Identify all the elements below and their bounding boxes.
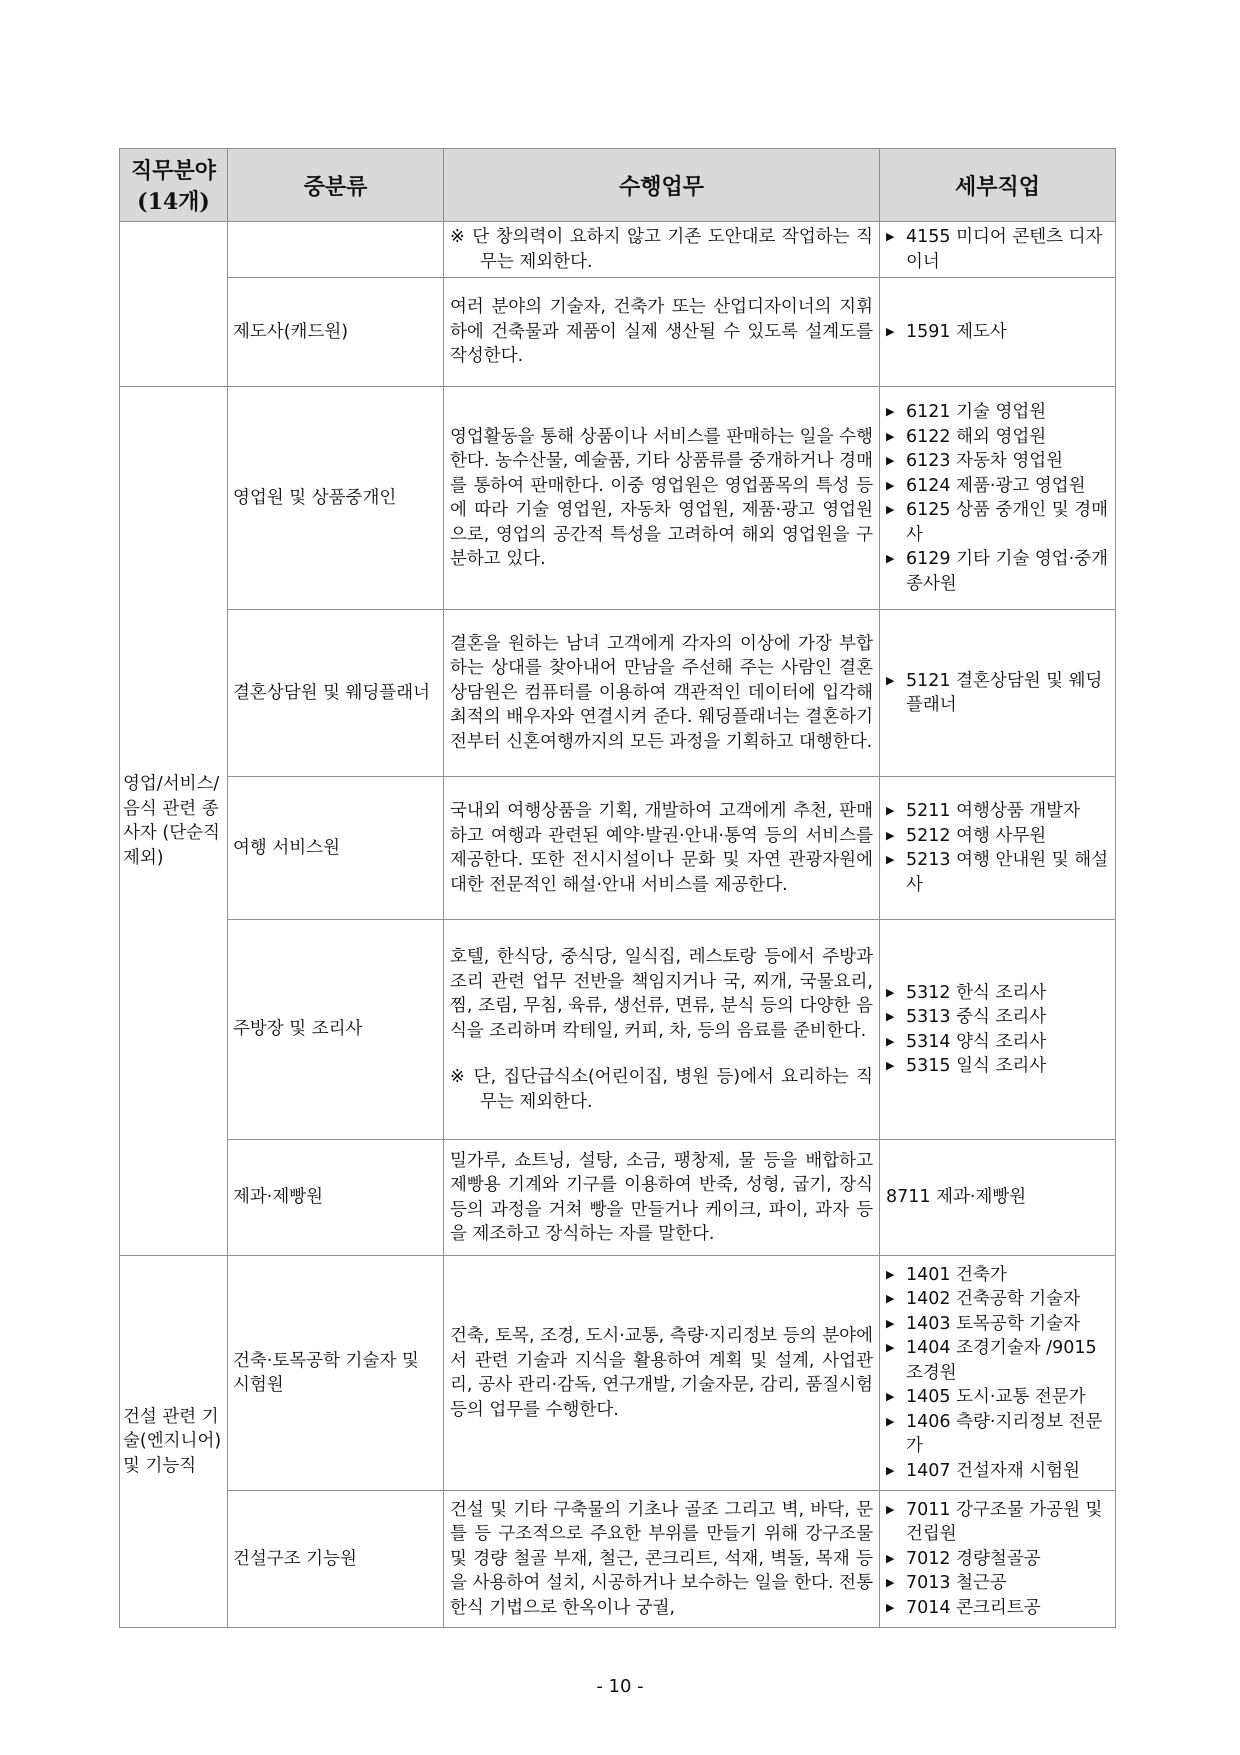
header-jobs: 세부직업 [880, 149, 1116, 222]
job-item: ▶ 1403 토목공학 기술자 [886, 1312, 1109, 1337]
duties-text: 영업활동을 통해 상품이나 서비스를 판매하는 일을 수행한다. 농수산물, 예술품, 기타 상품류를 중개하거나 경매를 통하여 판매한다. 이중 영업원은 영업품목의 특성 등에 따라 기술 영업원, 자동차 영업원, 제품·광고 영업원으로, 영업의 공간적 특성을 고려하여 해외 영업원을 구분하고 있다. [450, 426, 873, 569]
bullet-icon: ▶ [886, 503, 895, 516]
jobs-cell [880, 610, 1116, 777]
duties-text: 국내외 여행상품을 기획, 개발하여 고객에게 추천, 판매하고 여행과 관련된 예약·발권·안내·통역 등의 서비스를 제공한다. 또한 전시시설이나 문화 및 자연 관광자원에 대한 전문적인 해설·안내 서비스를 제공한다. [450, 801, 873, 895]
jobs-cell [880, 1140, 1116, 1256]
job-item: ▶ 1404 조경기술자 /9015 조경원 [886, 1338, 1097, 1383]
bullet-icon: ▶ [886, 1316, 895, 1330]
duties-text: 결혼을 원하는 남녀 고객에게 각자의 이상에 가장 부합하는 상대를 찾아내어 만남을 주선해 주는 사람인 결혼상담원은 컴퓨터를 이용하여 객관적인 데이터에 입각해 최적의 배우자와 연결시켜 준다. 웨딩플래너는 결혼하기 전부터 신혼여행까지의 모든 과정을 기획하고 대행한다. [450, 633, 873, 752]
table-row [120, 777, 1116, 920]
table-row [120, 1491, 1116, 1628]
header-duties: 수행업무 [444, 149, 880, 222]
jobs-cell [880, 387, 1116, 610]
job-item: ▶ 6121 기술 영업원 [886, 400, 1109, 425]
job-item: ▶ 1406 측량·지리정보 전문가 [886, 1411, 1103, 1457]
duties-cell [444, 1491, 880, 1628]
subcategory-cell: 건설구조 기능원 [228, 1491, 444, 1628]
duties-cell [444, 278, 880, 387]
duties-cell [444, 777, 880, 920]
jobs-cell [880, 1491, 1116, 1628]
bullet-icon: ▶ [886, 478, 895, 492]
table-row [120, 1256, 1116, 1491]
duties-text: 건축, 토목, 조경, 도시·교통, 측량·지리정보 등의 분야에서 관련 기술과 지식을 활용하여 계획 및 설계, 사업관리, 공사 관리·감독, 연구개발, 기술자문, 감리, 품질시험 등의 업무를 수행한다. [450, 1326, 873, 1420]
duties-text: 호텔, 한식당, 중식당, 일식집, 레스토랑 등에서 주방과 조리 관련 업무 전반을 책임지거나 국, 찌개, 국물요리, 찜, 조림, 무침, 육류, 생선류, 면류, 분식 등의 다양한 음식을 조리하며 칵테일, 커피, 차, 등의 음료를 준비한다. [450, 947, 873, 1041]
job-item: ▶ 4155 미디어 콘텐츠 디자이너 [886, 227, 1103, 272]
category-cell [120, 222, 228, 387]
header-category-line2: (14개) [137, 189, 210, 215]
duties-text: 여러 분야의 기술자, 건축가 또는 산업디자이너의 지휘하에 건축물과 제품이 실제 생산될 수 있도록 설계도를 작성한다. [450, 297, 873, 367]
job-item: ▶ 5211 여행상품 개발자 [886, 799, 1109, 824]
subcategory-cell: 영업원 및 상품중개인 [228, 387, 444, 610]
job-item: ▶ 1401 건축가 [886, 1263, 1109, 1288]
table-row [120, 222, 1116, 278]
subcategory-cell: 여행 서비스원 [228, 777, 444, 920]
duties-note: ※ 단, 집단급식소(어린이집, 병원 등)에서 요리하는 직무는 제외한다. [450, 1067, 873, 1112]
header-category [120, 149, 228, 222]
duties-cell [444, 387, 880, 610]
job-item: ▶ 1591 제도사 [886, 320, 1109, 345]
header-category-line1: 직무분야 [130, 158, 216, 184]
bullet-icon: ▶ [886, 1267, 895, 1281]
bullet-icon: ▶ [886, 1292, 895, 1306]
bullet-icon: ▶ [886, 1551, 895, 1565]
job-item: ▶ 7012 경량철골공 [886, 1547, 1109, 1572]
bullet-icon: ▶ [886, 1463, 895, 1477]
bullet-icon: ▶ [886, 1341, 895, 1355]
page-number: - 10 - [596, 1676, 644, 1697]
bullet-icon: ▶ [886, 230, 895, 243]
bullet-icon: ▶ [886, 1034, 895, 1048]
job-item: ▶ 5121 결혼상담원 및 웨딩플래너 [886, 670, 1103, 715]
job-item: ▶ 6123 자동차 영업원 [886, 449, 1109, 474]
duties-cell [444, 1256, 880, 1491]
job-item: ▶ 6129 기타 기술 영업·중개 종사원 [886, 549, 1109, 594]
jobs-cell [880, 920, 1116, 1140]
job-item: ▶ 6125 상품 중개인 및 경매사 [886, 500, 1109, 545]
job-item: ▶ 6124 제품·광고 영업원 [886, 474, 1109, 499]
table-row [120, 387, 1116, 610]
bullet-icon: ▶ [886, 552, 895, 565]
jobs-cell [880, 777, 1116, 920]
bullet-icon: ▶ [886, 1576, 895, 1590]
jobs-cell [880, 1256, 1116, 1491]
bullet-icon: ▶ [886, 1059, 895, 1072]
jobs-cell [880, 278, 1116, 387]
duties-note: ※ 단 창의력이 요하지 않고 기존 도안대로 작업하는 직무는 제외한다. [450, 227, 873, 272]
duties-text: 밀가루, 쇼트닝, 설탕, 소금, 팽창제, 물 등을 배합하고 제빵용 기계와 기구를 이용하여 반죽, 성형, 굽기, 장식 등의 과정을 거쳐 빵을 만들거나 케이크, 파이, 과자 등을 제조하고 장식하는 자를 말한다. [450, 1150, 873, 1244]
job-item: ▶ 7014 콘크리트공 [886, 1596, 1109, 1621]
duties-text: 건설 및 기타 구축물의 기초나 골조 그리고 벽, 바닥, 문틀 등 구조적으로 주요한 부위를 만들기 위해 강구조물 및 경량 철골 부재, 철근, 콘크리트, 석재, 벽돌, 목재 등을 사용하여 설치, 시공하거나 보수하는 일을 한다. 전통한식 기법으로 한옥이나 궁궐, [450, 1499, 873, 1618]
job-item: ▶ 5313 중식 조리사 [886, 1005, 1109, 1030]
job-item: ▶ 5314 양식 조리사 [886, 1030, 1109, 1055]
category-cell: 건설 관련 기술(엔지니어) 및 기능직 [120, 1256, 228, 1628]
job-item: ▶ 7011 강구조물 가공원 및 건립원 [886, 1499, 1103, 1545]
job-item: ▶ 5213 여행 안내원 및 해설사 [886, 850, 1109, 895]
bullet-icon: ▶ [886, 405, 895, 418]
bullet-icon: ▶ [886, 324, 895, 338]
table-row [120, 278, 1116, 387]
subcategory-cell: 건축·토목공학 기술자 및 시험원 [228, 1256, 444, 1491]
bullet-icon: ▶ [886, 1010, 895, 1023]
subcategory-cell: 제도사(캐드원) [228, 278, 444, 387]
header-row [120, 149, 1116, 222]
category-cell: 영업/서비스/음식 관련 종사자 (단순직 제외) [120, 387, 228, 1256]
job-item: ▶ 7013 철근공 [886, 1571, 1109, 1596]
duties-cell [444, 222, 880, 278]
bullet-icon: ▶ [886, 429, 895, 443]
job-item: ▶ 5312 한식 조리사 [886, 981, 1109, 1006]
table-row [120, 610, 1116, 777]
bullet-icon: ▶ [886, 1390, 895, 1404]
table-row [120, 920, 1116, 1140]
job-item: ▶ 1402 건축공학 기술자 [886, 1287, 1109, 1312]
duties-cell [444, 1140, 880, 1256]
bullet-icon: ▶ [886, 1600, 895, 1614]
bullet-icon: ▶ [886, 853, 895, 866]
header-subcategory: 중분류 [228, 149, 444, 222]
subcategory-cell [228, 222, 444, 278]
job-item: ▶ 1405 도시·교통 전문가 [886, 1385, 1109, 1410]
bullet-icon: ▶ [886, 804, 895, 817]
job-item: ▶ 5212 여행 사무원 [886, 824, 1109, 849]
table-row [120, 1140, 1116, 1256]
subcategory-cell: 제과·제빵원 [228, 1140, 444, 1256]
subcategory-cell: 주방장 및 조리사 [228, 920, 444, 1140]
job-item: ▶ 6122 해외 영업원 [886, 425, 1109, 450]
bullet-icon: ▶ [886, 828, 895, 842]
duties-cell [444, 610, 880, 777]
job-item: 8711 제과·제빵원 [886, 1187, 1027, 1208]
bullet-icon: ▶ [886, 985, 895, 999]
job-item: ▶ 5315 일식 조리사 [886, 1054, 1109, 1079]
bullet-icon: ▶ [886, 1502, 895, 1516]
bullet-icon: ▶ [886, 673, 895, 687]
subcategory-cell: 결혼상담원 및 웨딩플래너 [228, 610, 444, 777]
bullet-icon: ▶ [886, 454, 895, 467]
bullet-icon: ▶ [886, 1414, 895, 1428]
job-item: ▶ 1407 건설자재 시험원 [886, 1459, 1109, 1484]
job-classification-table [119, 148, 1116, 1628]
duties-cell [444, 920, 880, 1140]
jobs-cell [880, 222, 1116, 278]
